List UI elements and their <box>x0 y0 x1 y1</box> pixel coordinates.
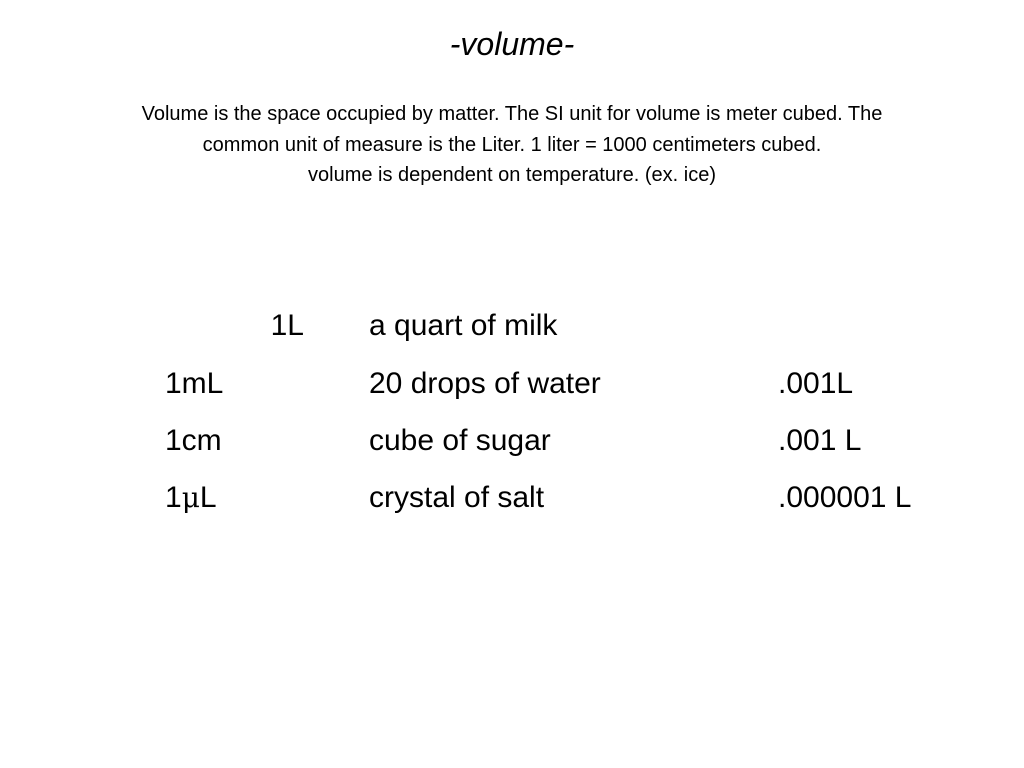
liter-value: .000001 L <box>778 481 912 514</box>
unit-label <box>165 476 217 520</box>
volume-row-cubic-centimeter <box>0 419 1024 463</box>
unit-label: 1L <box>270 309 304 342</box>
paragraph-line-3: volume is dependent on temperature. (ex. ice) <box>308 164 716 186</box>
volume-row-liter <box>0 304 1024 348</box>
example-label: a quart of milk <box>369 309 558 342</box>
example-label: crystal of salt <box>369 481 545 514</box>
volume-row-microliter <box>0 476 1024 520</box>
micro-symbol: μ <box>181 481 200 514</box>
description-paragraph <box>40 99 984 191</box>
example-label: 20 drops of water <box>369 367 601 400</box>
slide-title: -volume- <box>449 26 575 62</box>
liter-value: .001L <box>778 367 854 400</box>
liter-value: .001 L <box>778 424 862 457</box>
unit-suffix: L <box>199 481 217 514</box>
volume-row-milliliter <box>0 362 1024 406</box>
unit-label: 1cm <box>165 424 222 457</box>
paragraph-line-2: common unit of measure is the Liter. 1 liter = 1000 centimeters cubed. <box>202 133 822 156</box>
unit-label: 1mL <box>165 367 224 400</box>
unit-prefix: 1 <box>165 481 182 514</box>
example-label: cube of sugar <box>369 424 551 457</box>
paragraph-line-1: Volume is the space occupied by matter. The SI unit for volume is meter cubed. The <box>141 103 883 125</box>
